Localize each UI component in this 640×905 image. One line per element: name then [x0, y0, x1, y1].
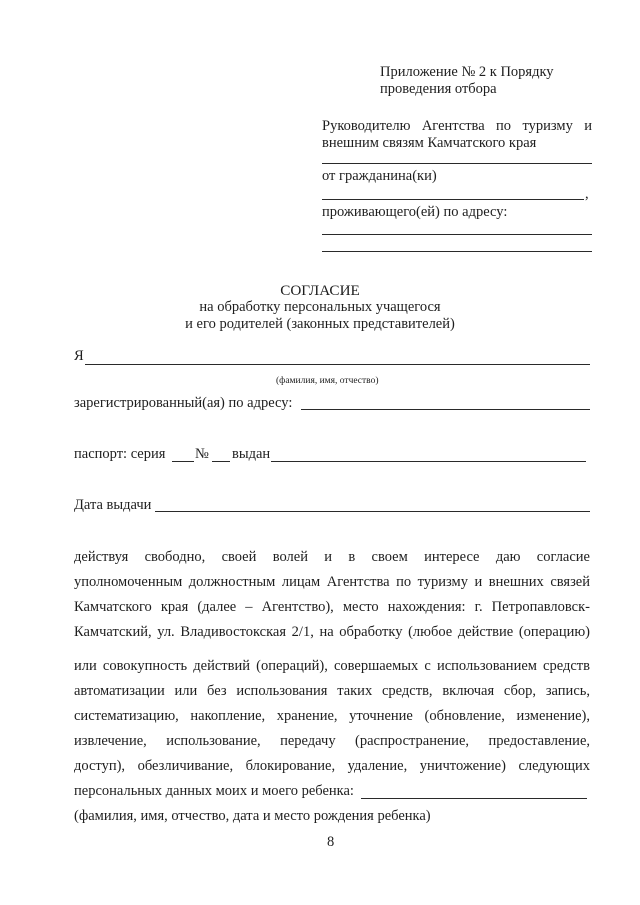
body-line-9: доступ), обезличивание, блокирование, удаление, уничтожение) следующих: [74, 758, 590, 774]
passport-number-label: №: [195, 446, 209, 462]
child-data-hint: (фамилия, имя, отчество, дата и место рождения ребенка): [74, 808, 431, 824]
passport-series-line[interactable]: [172, 461, 194, 462]
issue-date-label: Дата выдачи: [74, 497, 152, 513]
document-title: СОГЛАСИЕ: [280, 282, 360, 299]
document-subtitle-1: на обработку персональных учащегося: [199, 299, 441, 315]
residing-address-label: проживающего(ей) по адресу:: [322, 204, 508, 220]
addressee-line-1: Руководителю Агентства по туризму и: [322, 118, 592, 134]
body-line-6: автоматизации или без использования таких средств, включая сбор, запись,: [74, 683, 590, 699]
fio-hint: (фамилия, имя, отчество): [276, 376, 379, 386]
address-line-1[interactable]: [322, 234, 592, 235]
body-line-3: Камчатского края (далее – Агентство), место нахождения: г. Петропавловск-: [74, 599, 590, 615]
page-number: 8: [327, 834, 335, 850]
registered-address-label: зарегистрированный(ая) по адресу:: [74, 395, 293, 411]
body-line-8: извлечение, использование, передачу (распространение, предоставление,: [74, 733, 590, 749]
child-data-line[interactable]: [361, 798, 587, 799]
annex-line-2: проведения отбора: [380, 81, 497, 97]
citizen-name-line[interactable]: [322, 199, 584, 200]
body-line-5: или совокупность действий (операций), совершаемых с использованием средств: [74, 658, 590, 674]
passport-series-label: паспорт: серия: [74, 446, 166, 462]
body-line-2: уполномоченным должностным лицам Агентства по туризму и внешних связей: [74, 574, 590, 590]
from-citizen-label: от гражданина(ки): [322, 168, 437, 184]
issue-date-line[interactable]: [155, 511, 590, 512]
passport-issued-by-line[interactable]: [271, 461, 586, 462]
registered-address-line[interactable]: [301, 409, 590, 410]
addressee-blank-line-1[interactable]: [322, 163, 592, 164]
citizen-name-comma: ,: [585, 186, 589, 202]
annex-line-1: Приложение № 2 к Порядку: [380, 64, 554, 80]
body-line-4: Камчатский, ул. Владивостокская 2/1, на обработку (любое действие (операцию): [74, 624, 590, 640]
full-name-line[interactable]: [85, 364, 590, 365]
body-line-1: действуя свободно, своей волей и в своем интересе даю согласие: [74, 549, 590, 565]
passport-issued-label: выдан: [232, 446, 271, 462]
passport-number-line[interactable]: [212, 461, 230, 462]
ya-label: Я: [74, 348, 84, 364]
address-line-2[interactable]: [322, 251, 592, 252]
document-subtitle-2: и его родителей (законных представителей): [185, 316, 455, 332]
addressee-line-2: внешним связям Камчатского края: [322, 135, 537, 151]
body-last-line: персональных данных моих и моего ребенка:: [74, 783, 354, 799]
body-line-7: систематизацию, накопление, хранение, уточнение (обновление, изменение),: [74, 708, 590, 724]
